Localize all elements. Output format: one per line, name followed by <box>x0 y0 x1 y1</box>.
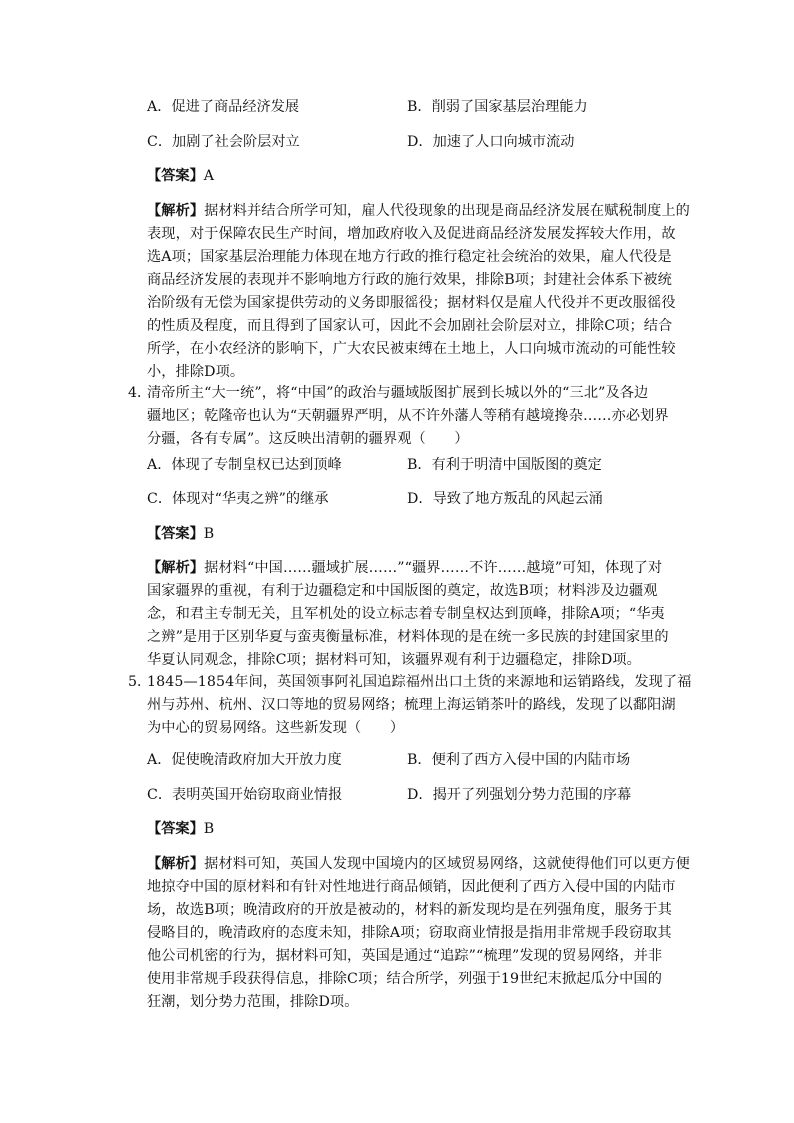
q5-analysis-line: 【解析】据材料可知，英国人发现中国境内的区域贸易网络，这就使得他们可以更方便 <box>147 856 690 872</box>
q4-answer <box>147 522 214 546</box>
q4-stem-line: 清帝所主“大一统”，将“中国”的政治与疆域版图扩展到长城以外的“三北”及各边 <box>147 385 649 401</box>
answer-value: B <box>203 821 215 837</box>
answer-tag: 【答案】 <box>147 821 204 837</box>
q5-stem-line: 1845—1854年间，英国领事阿礼国追踪福州出口土货的来源地和运销路线，发现了福 <box>147 674 692 690</box>
answer-tag: 【答案】 <box>147 526 204 542</box>
q3-option-c: C．加剧了社会阶层对立 <box>147 134 300 150</box>
q3-option-a: A．促进了商品经济发展 <box>147 99 300 115</box>
q5-analysis-line: 他公司机密的行为，据材料可知，英国是通过“追踪”“梳理”发现的贸易网络，并非 <box>147 948 663 964</box>
q4-option-d: D．导致了地方叛乱的风起云涌 <box>407 491 603 507</box>
q5-analysis-line: 侵略目的，晚清政府的态度未知，排除A项；窃取商业情报是指用非常规手段窃取其 <box>147 925 672 941</box>
q4-option-a: A．体现了专制皇权已达到顶峰 <box>147 457 342 473</box>
q3-answer <box>147 164 214 188</box>
q3-analysis-line: 商品经济发展的表现并不影响地方行政的施行效果，排除B项；封建社会体系下被统 <box>147 272 672 288</box>
answer-value: B <box>203 526 215 542</box>
q3-option-b: B．削弱了国家基层治理能力 <box>407 99 588 115</box>
answer-value: A <box>203 168 215 184</box>
q3-analysis-line: 选A项；国家基层治理能力体现在地方行政的推行稳定社会统治的效果，雇人代役是 <box>147 249 672 265</box>
q5-analysis-line: 场，故选B项；晚清政府的开放是被动的，材料的新发现均是在列强角度，服务于其 <box>147 902 672 918</box>
q5-analysis-line: 狂潮，划分势力范围，排除D项。 <box>147 994 359 1010</box>
q3-analysis-line: 的性质及程度，而且得到了国家认可，因此不会加剧社会阶层对立，排除C项；结合 <box>147 318 673 334</box>
q5-option-c: C．表明英国开始窃取商业情报 <box>147 787 343 803</box>
q3-analysis-line: 治阶级有无偿为国家提供劳动的义务即服徭役；据材料仅是雇人代役并不更改服徭役 <box>147 295 676 311</box>
q3-analysis-line: 小，排除D项。 <box>147 364 245 380</box>
q4-analysis-line: 【解析】据材料“中国……疆域扩展……”“疆界……不许……越境”可知，体现了对 <box>147 560 663 576</box>
analysis-tag: 【解析】 <box>147 203 205 219</box>
q5-analysis-line: 地掠夺中国的原材料和有针对性地进行商品倾销，因此便利了西方入侵中国的内陆市 <box>147 879 676 895</box>
q4-stem-line: 分疆，各有专属”。这反映出清朝的疆界观（ ） <box>147 431 469 447</box>
q4-stem-line: 疆地区；乾隆帝也认为“天朝疆界严明，从不许外藩人等稍有越境搀杂……亦必划界 <box>147 408 669 424</box>
analysis-tag: 【解析】 <box>147 856 205 872</box>
q5-option-b: B．便利了西方入侵中国的内陆市场 <box>407 752 631 768</box>
answer-tag: 【答案】 <box>147 168 204 184</box>
analysis-tag: 【解析】 <box>147 560 205 576</box>
q5-analysis-line: 使用非常规手段获得信息，排除C项；结合所学，列强于19世纪末掀起瓜分中国的 <box>147 971 662 987</box>
q3-analysis-line: 所学，在小农经济的影响下，广大农民被束缚在土地上，人口向城市流动的可能性较 <box>147 341 676 357</box>
q4-option-c: C．体现对“华夷之辨”的继承 <box>147 491 329 507</box>
q5-answer <box>147 817 214 841</box>
q4-analysis-line: 之辨”是用于区别华夏与蛮夷衡量标准，材料体现的是在统一多民族的封建国家里的 <box>147 629 669 645</box>
q5-option-a: A．促使晚清政府加大开放力度 <box>147 752 342 768</box>
q4-option-b: B．有利于明清中国版图的奠定 <box>407 457 602 473</box>
q4-analysis-line: 华夏认同观念，排除C项；据材料可知，该疆界观有利于边疆稳定，排除D项。 <box>147 652 641 668</box>
q3-analysis-line: 表现，对于保障农民生产时间，增加政府收入及促进商品经济发展发挥较大作用，故 <box>147 226 676 242</box>
q4-number: 4． <box>128 385 152 401</box>
q4-analysis-line: 国家疆界的重视，有利于边疆稳定和中国版图的奠定，故选B项；材料涉及边疆观 <box>147 583 658 599</box>
q3-option-d: D．加速了人口向城市流动 <box>407 134 575 150</box>
q5-option-d: D．揭开了列强划分势力范围的序幕 <box>407 787 632 803</box>
q4-analysis-line: 念，和君主专制无关，且军机处的设立标志着专制皇权达到顶峰，排除A项；“华夷 <box>147 606 665 622</box>
q3-analysis-line: 【解析】据材料并结合所学可知，雇人代役现象的出现是商品经济发展在赋税制度上的 <box>147 203 690 219</box>
q5-stem-line: 州与苏州、杭州、汉口等地的贸易网络；梳理上海运销茶叶的路线，发现了以鄱阳湖 <box>147 697 676 713</box>
q5-number: 5． <box>128 674 152 690</box>
q5-stem-line: 为中心的贸易网络。这些新发现（ ） <box>147 720 405 736</box>
